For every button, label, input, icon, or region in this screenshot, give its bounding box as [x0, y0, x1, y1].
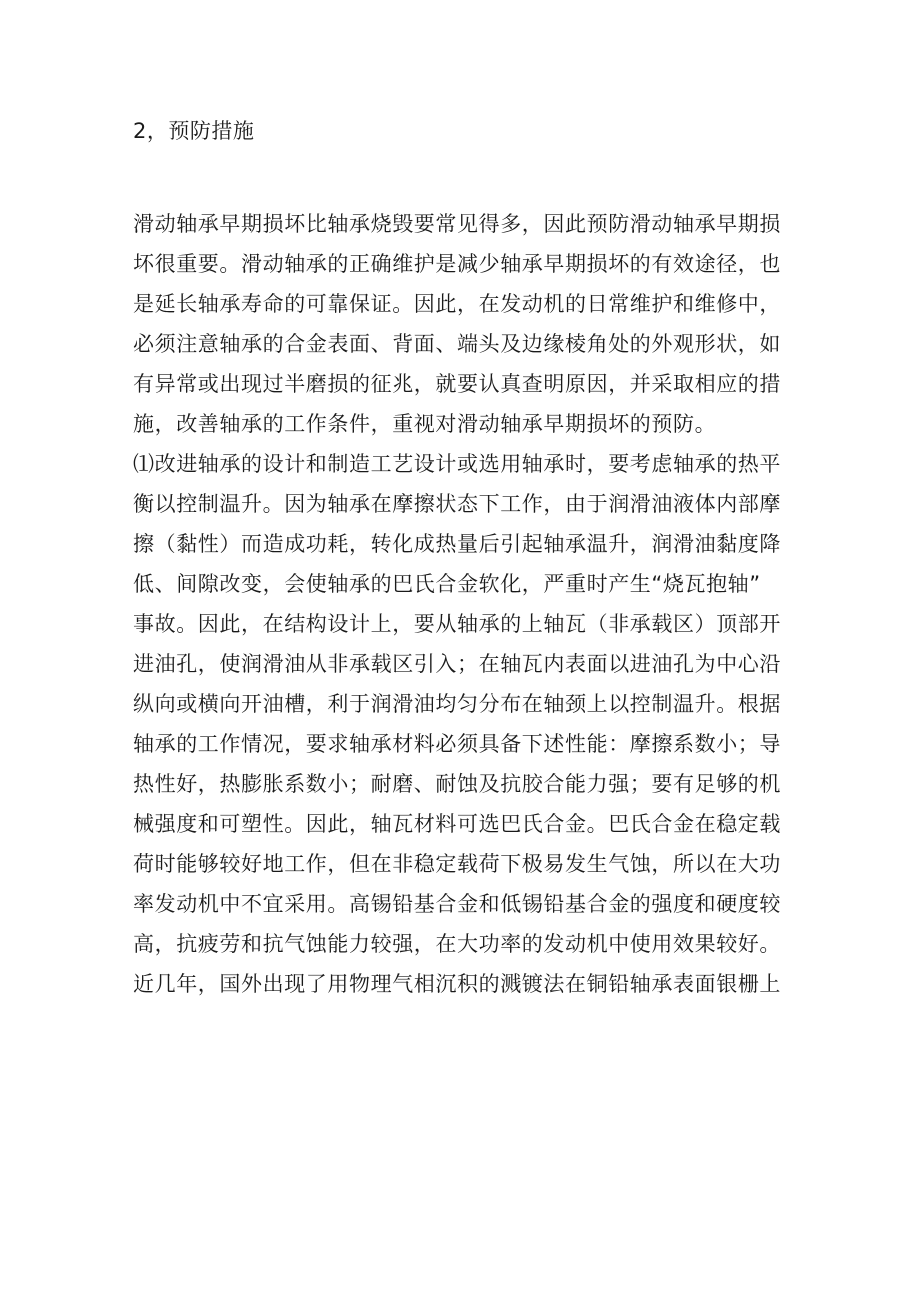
- section-heading: 2，预防措施: [133, 119, 255, 143]
- text-line: 轴承的工作情况，要求轴承材料必须具备下述性能：摩擦系数小；导: [133, 732, 781, 756]
- body-text: [133, 204, 793, 1004]
- text-line: 近几年，国外出现了用物理气相沉积的溅镀法在铜铅轴承表面银栅上: [133, 972, 781, 996]
- text-line: 率发动机中不宜采用。高锡铅基合金和低锡铅基合金的强度和硬度较: [133, 892, 781, 916]
- text-line: 擦（黏性）而造成功耗，转化成热量后引起轴承温升，润滑油黏度降: [133, 532, 781, 556]
- text-line: 低、间隙改变，会使轴承的巴氏合金软化，严重时产生“烧瓦抱轴”: [133, 572, 761, 596]
- text-line: 纵向或横向开油槽，利于润滑油均匀分布在轴颈上以控制温升。根据: [133, 692, 781, 716]
- text-line: ⑴改进轴承的设计和制造工艺设计或选用轴承时，要考虑轴承的热平: [133, 452, 781, 476]
- text-line: 高，抗疲劳和抗气蚀能力较强，在大功率的发动机中使用效果较好。: [133, 932, 781, 956]
- text-line: 是延长轴承寿命的可靠保证。因此，在发动机的日常维护和维修中，: [133, 292, 781, 316]
- text-line: 衡以控制温升。因为轴承在摩擦状态下工作，由于润滑油液体内部摩: [133, 492, 781, 516]
- text-line: 必须注意轴承的合金表面、背面、端头及边缘棱角处的外观形状，如: [133, 332, 781, 356]
- text-line: 事故。因此，在结构设计上，要从轴承的上轴瓦（非承载区）顶部开: [133, 612, 781, 636]
- text-line: 进油孔，使润滑油从非承载区引入；在轴瓦内表面以进油孔为中心沿: [133, 652, 781, 676]
- text-line: 有异常或出现过半磨损的征兆，就要认真查明原因，并采取相应的措: [133, 372, 781, 396]
- text-line: 械强度和可塑性。因此，轴瓦材料可选巴氏合金。巴氏合金在稳定载: [133, 812, 781, 836]
- text-line: 荷时能够较好地工作，但在非稳定载荷下极易发生气蚀，所以在大功: [133, 852, 781, 876]
- text-line: 施，改善轴承的工作条件，重视对滑动轴承早期损坏的预防。: [133, 412, 717, 436]
- text-line: 滑动轴承早期损坏比轴承烧毁要常见得多，因此预防滑动轴承早期损: [133, 212, 781, 236]
- text-line: 坏很重要。滑动轴承的正确维护是减少轴承早期损坏的有效途径，也: [133, 252, 781, 276]
- text-line: 热性好，热膨胀系数小；耐磨、耐蚀及抗胶合能力强；要有足够的机: [133, 772, 781, 796]
